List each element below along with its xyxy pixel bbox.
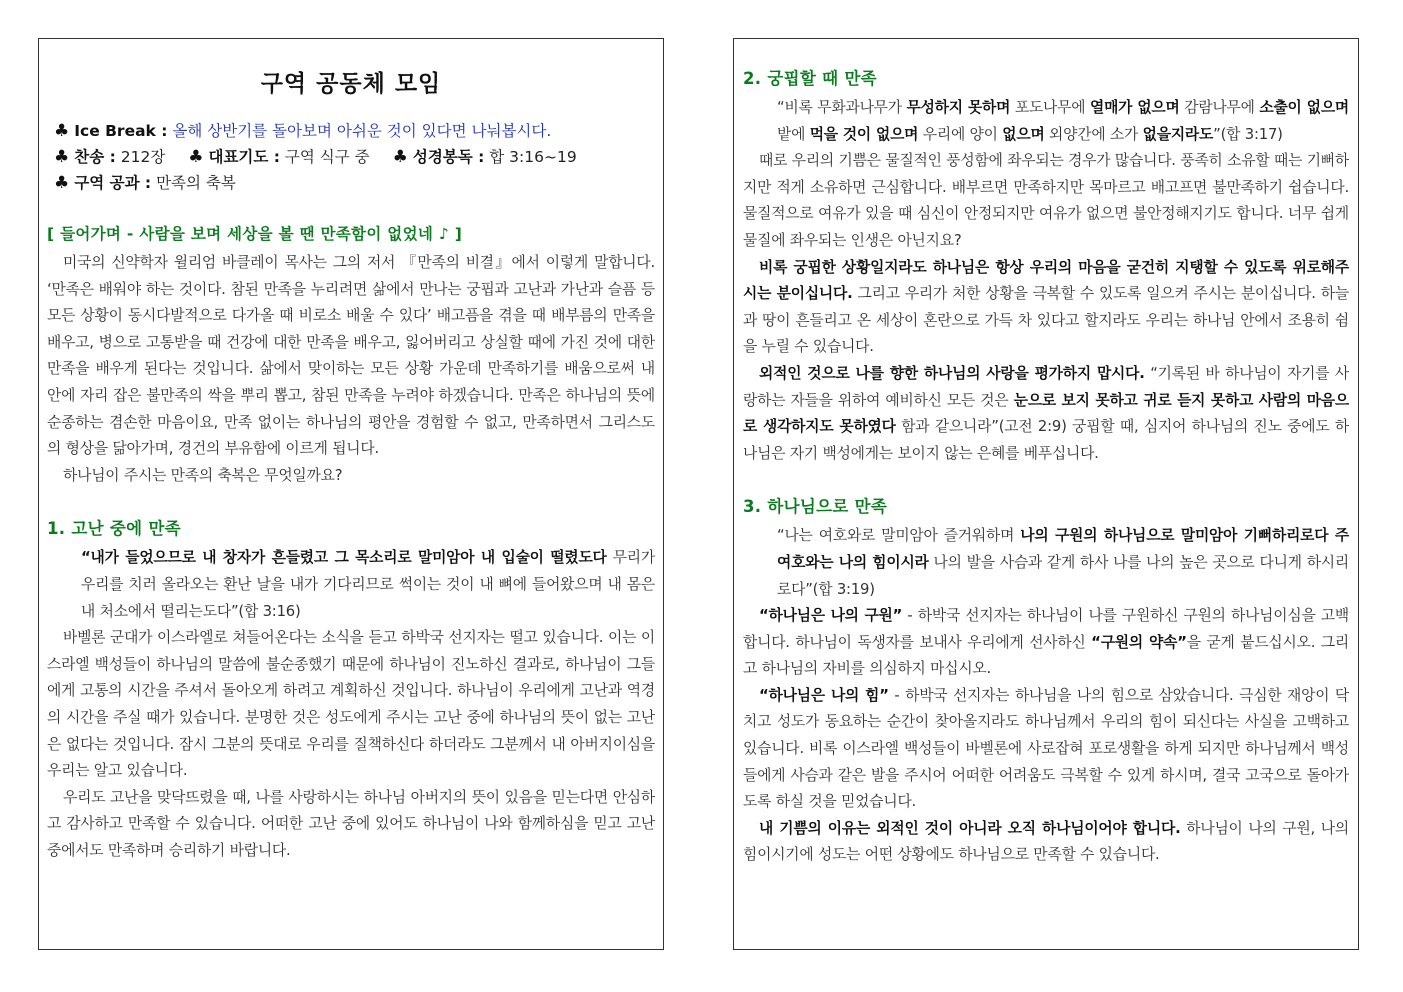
section-1-paragraph-1: 바벨론 군대가 이스라엘로 쳐들어온다는 소식을 듣고 하박국 선지자는 떨고 있습니다. 이는 이스라엘 백성들이 하나님의 말씀에 불순종했기 때문에 하나님이 진노하신 결과로, 하나님이 그들에게 고통의 시간을 주셔서 돌아오게 하려고 계획하신 것입니다. 하나님이 우리에게 고난과 역경의 시간을 주실 때가 있습니다. 분명한 것은 성도에게 주시는 고난 중에 하나님의 뜻이 없는 고난은 없다는 것입니다. 잠시 그분의 뜻대로 우리를 질책하신다 하더라도 그분께서 내 아버지이심을 우리는 알고 있습니다. (47, 629, 655, 780)
icebreak-label: Ice Break : (74, 122, 168, 140)
section-3-quote: “나는 여호와로 말미암아 즐거워하며 나의 구원의 하나님으로 말미암아 기뻐하리로다 주 여호와는 나의 힘이시라 나의 발을 사슴과 같게 하사 나를 나의 높은 곳으로 다니게 하시리로다”(합 3:19) (777, 527, 1349, 598)
intro-paragraph: 미국의 신약학자 윌리엄 바클레이 목사는 그의 저서 『만족의 비결』에서 이렇게 말합니다. ‘만족은 배워야 하는 것이다. 참된 만족을 누리려면 삶에서 만나는 궁핍과 고난과 가난과 슬픔 등 모든 상황이 동시다발적으로 다가올 때 비로소 배울 수 있다’ 배고픔을 겪을 때 배부름의 만족을 배우고, 병으로 고통받을 때 건강에 대한 만족을 배우고, 잃어버리고 상실할 때에 가진 것에 대한 만족을 배우게 된다는 것입니다. 삶에서 맞이하는 모든 상황 가운데 만족하기를 배움으로써 내 안에 자리 잡은 불만족의 싹을 뿌리 뽑고, 참된 만족을 누려야 하겠습니다. 만족은 하나님의 뜻에 순종하는 겸손한 마음이요, 만족 없이는 하나님의 평안을 경험할 수 없고, 만족하면서 그리스도의 형상을 닮아가며, 경건의 부유함에 이르게 됩니다. (47, 254, 655, 458)
lesson-label: 구역 공과 : (74, 174, 152, 192)
club-icon: ♣ (54, 121, 70, 141)
section-2-quote: “비록 무화과나무가 무성하지 못하며 포도나무에 열매가 없으며 감람나무에 소출이 없으며 밭에 먹을 것이 없으며 우리에 양이 없으며 외양간에 소가 없을지라도”(합 3:17) (777, 99, 1350, 143)
club-icon: ♣ (188, 147, 204, 167)
icebreak-text: 올해 상반기를 돌아보며 아쉬운 것이 있다면 나눠봅시다. (172, 122, 552, 140)
order-line (47, 144, 655, 170)
prayer-label: 대표기도 : (208, 148, 280, 166)
section-2-paragraph-2: 비록 궁핍한 상황일지라도 하나님은 항상 우리의 마음을 굳건히 지탱할 수 있도록 위로해주시는 분이십니다. 그리고 우리가 처한 상황을 극복할 수 있도록 일으켜 주시는 분이십니다. 하늘과 땅이 흔들리고 온 세상이 혼란으로 가득 차 있다고 할지라도 우리는 하나님 안에서 조용히 쉼을 누릴 수 있습니다. (743, 258, 1349, 356)
club-icon: ♣ (54, 147, 70, 167)
hymn-label: 찬송 : (74, 148, 116, 166)
section-3-paragraph-1: “하나님은 나의 구원” - 하박국 선지자는 하나님이 나를 구원하신 구원의 하나님이심을 고백합니다. 하나님이 독생자를 보내사 우리에게 선사하신 “구원의 약속”을 굳게 붙드십시오. 그리고 하나님의 자비를 의심하지 마십시오. (743, 607, 1349, 678)
lesson-line (47, 170, 655, 196)
prayer-value: 구역 식구 중 (284, 148, 370, 166)
right-page (733, 38, 1359, 950)
quote-bold: “내가 들었으므로 내 창자가 흔들렸고 그 목소리로 말미암아 내 입술이 떨렸도다 (81, 549, 607, 567)
section-1-heading: 1. 고난 중에 만족 (47, 519, 181, 539)
left-page (38, 38, 664, 950)
section-2-paragraph-1: 때로 우리의 기쁨은 물질적인 풍성함에 좌우되는 경우가 많습니다. 풍족히 소유할 때는 기뻐하지만 적게 소유하면 근심합니다. 배부르면 만족하지만 목마르고 배고프면 불만족하기 쉽습니다. 물질적으로 여유가 있을 때 심신이 안정되지만 여유가 없으면 불안정해지기도 합니다. 너무 쉽게 물질에 좌우되는 인생은 아닌지요? (743, 152, 1349, 249)
hymn-value: 212장 (120, 148, 166, 166)
club-icon: ♣ (392, 147, 408, 167)
icebreak-line (47, 118, 655, 144)
intro-question: 하나님이 주시는 만족의 축복은 무엇일까요? (63, 466, 343, 484)
section-3-paragraph-3: 내 기쁨의 이유는 외적인 것이 아니라 오직 하나님이어야 합니다. 하나님이 나의 구원, 나의 힘이시기에 성도는 어떤 상황에도 하나님으로 만족할 수 있습니다. (743, 819, 1349, 864)
lesson-value: 만족의 축복 (156, 174, 236, 192)
section-1-quote (71, 545, 655, 625)
reading-value: 합 3:16~19 (489, 148, 577, 166)
section-3-paragraph-2: “하나님은 나의 힘” - 하박국 선지자는 하나님을 나의 힘으로 삼았습니다. 극심한 재앙이 닥치고 성도가 동요하는 순간이 찾아올지라도 하나님께서 우리의 힘이 되신다는 사실을 고백하고 있습니다. 비록 이스라엘 백성들이 바벨론에 사로잡혀 포로생활을 하게 되지만 하나님께서 백성들에게 사슴과 같은 발을 주시어 어떠한 어려움도 극복할 수 있게 하시며, 결국 고국으로 돌아가도록 하실 것을 믿었습니다. (743, 686, 1349, 811)
section-2-paragraph-3: 외적인 것으로 나를 향한 하나님의 사랑을 평가하지 맙시다. “기록된 바 하나님이 자기를 사랑하는 자들을 위하여 예비하신 모든 것은 눈으로 보지 못하고 귀로 듣지 못하고 사람의 마음으로 생각하지도 못하였다 함과 같으니라”(고전 2:9) 궁핍할 때, 심지어 하나님의 진노 중에도 하나님은 자기 백성에게는 보이지 않는 은혜를 베푸십니다. (743, 364, 1349, 462)
intro-heading: [ 들어가며 - 사람을 보며 세상을 볼 땐 만족함이 없었네 ♪ ] (47, 225, 463, 243)
reading-label: 성경봉독 : (412, 148, 485, 166)
quote-rest: 무리가 우리를 치러 올라오는 환난 날을 내가 기다리므로 썩이는 것이 내 뼈에 들어왔으며 내 몸은 내 처소에서 떨리는도다”(합 3:16) (81, 549, 655, 620)
page-title: 구역 공동체 모임 (260, 71, 442, 97)
club-icon: ♣ (54, 173, 70, 193)
section-3-heading: 3. 하나님으로 만족 (743, 497, 888, 517)
section-2-heading: 2. 궁핍할 때 만족 (743, 69, 877, 88)
section-1-paragraph-2: 우리도 고난을 맞닥뜨렸을 때, 나를 사랑하시는 하나님 아버지의 뜻이 있음을 믿는다면 안심하고 감사하고 만족할 수 있습니다. 어떠한 고난 중에 있어도 하나님이 나와 함께하심을 믿고 고난 중에서도 만족하며 승리하기 바랍니다. (47, 788, 655, 859)
